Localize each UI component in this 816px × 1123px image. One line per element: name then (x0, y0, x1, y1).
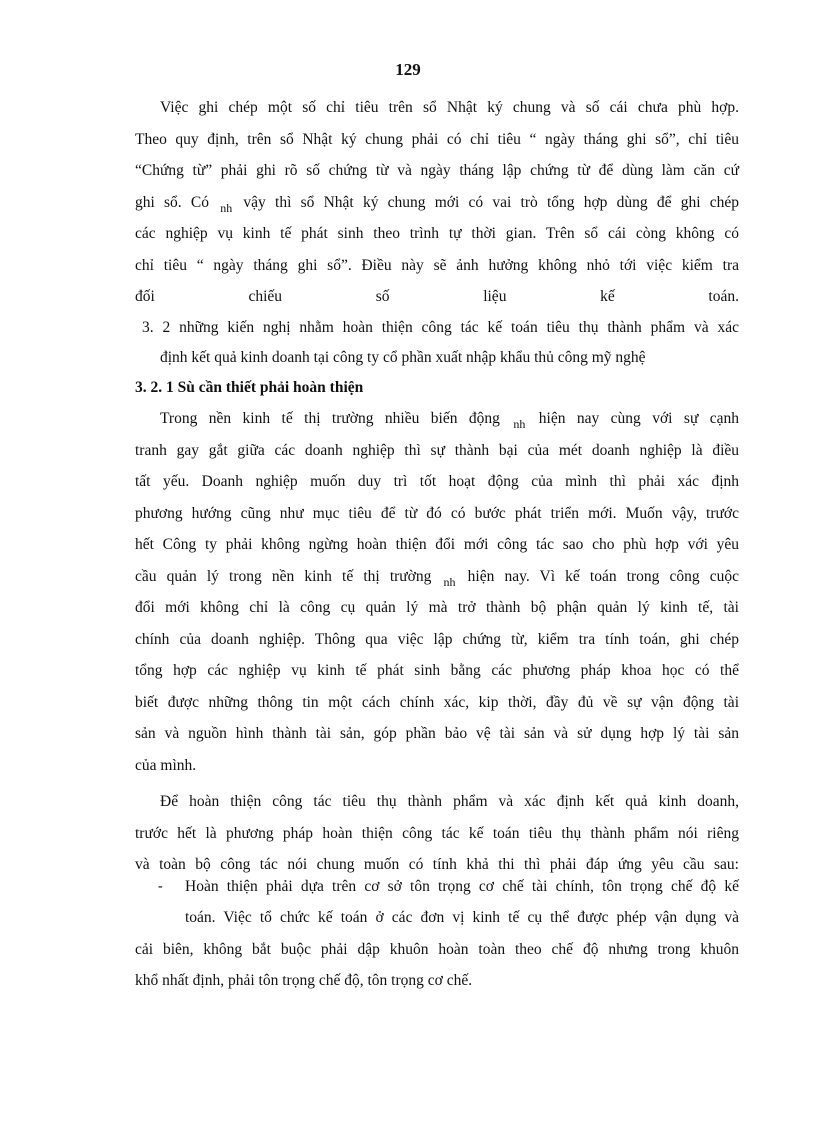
section-32-line-2: định kết quả kinh doanh tại công ty cổ phần xuất nhập khẩu thủ công mỹ nghệ (160, 349, 646, 366)
paragraph-1-line-1: Việc ghi chép một số chỉ tiêu trên sổ Nhật ký chung và số cái chưa phù hợp. (160, 99, 739, 116)
text-span: hiện nay cùng với sự cạnh (538, 410, 740, 427)
paragraph-2-line-7: đổi mới không chỉ là công cụ quản lý mà trở thành bộ phận quản lý kinh tế, tài (135, 599, 739, 616)
paragraph-2-line-10: biết được những thông tin một cách chính xác, kip thời, đầy đủ về sự vận động tài (135, 694, 739, 711)
subscript-nh: nh (443, 575, 456, 589)
paragraph-2-line-8: chính của doanh nghiệp. Thông qua việc lập chứng từ, kiểm tra tính toán, ghi chép (135, 631, 739, 648)
paragraph-2-line-11: sản và nguồn hình thành tài sản, góp phần bảo vệ tài sản và sử dụng hợp lý tài sản (135, 725, 739, 742)
paragraph-2-line-12: của mình. (135, 757, 197, 774)
paragraph-3-line-1: Để hoàn thiện công tác tiêu thụ thành phẩm và xác định kết quả kinh doanh, (160, 793, 739, 810)
text-span: Trong nền kinh tế thị trường nhiều biến động (160, 410, 500, 427)
paragraph-2-line-1 (160, 409, 739, 429)
paragraph-1-line-6: chỉ tiêu “ ngày tháng ghi sổ”. Điều này sẽ ảnh hưởng không nhỏ tới việc kiểm tra (135, 257, 739, 274)
text-span: vậy thì sổ Nhật ký chung mới có vai trò tổng hợp dùng để ghi chép (243, 194, 739, 211)
text-span: cầu quản lý trong nền kinh tế thị trường (135, 568, 432, 585)
paragraph-3-line-3: và toàn bộ công tác nói chung muốn có tính khả thi thì phải đáp ứng yêu cầu sau: (135, 856, 739, 873)
bullet-1-line-4: khổ nhất định, phải tôn trọng chế độ, tôn trọng cơ chế. (135, 972, 473, 989)
paragraph-2-line-6 (135, 567, 739, 587)
paragraph-2-line-3: tất yếu. Doanh nghiệp muốn duy trì tốt hoạt động của mình thì phải xác định (135, 473, 739, 490)
paragraph-1-line-3: “Chứng từ” phải ghi rõ số chứng từ và ngày tháng lập chứng từ để dùng làm căn cứ (135, 162, 739, 179)
paragraph-2-line-5: hết Công ty phải không ngừng hoàn thiện đổi mới công tác sao cho phù hợp với yêu (135, 536, 739, 553)
bullet-1-line-2: toán. Việc tổ chức kế toán ở các đơn vị kinh tế cụ thể được phép vận dụng và (185, 909, 739, 926)
paragraph-3-line-2: trước hết là phương pháp hoàn thiện công tác kế toán tiêu thụ thành phẩm nói riêng (135, 825, 739, 842)
section-32-line-1: 3. 2 những kiến nghị nhằm hoàn thiện công tác kế toán tiêu thụ thành phẩm và xác (142, 319, 739, 336)
text-span: hiện nay. Vì kế toán trong công cuộc (467, 568, 740, 585)
text-span: ghi sổ. Có (135, 194, 209, 211)
paragraph-1-line-7: đối chiếu số liệu kế toán. (135, 288, 739, 305)
heading-321: 3. 2. 1 Sù cần thiết phải hoàn thiện (135, 379, 364, 396)
paragraph-1-line-5: các nghiệp vụ kinh tế phát sinh theo trình tự thời gian. Trên sổ cái còng không có (135, 225, 739, 242)
subscript-nh: nh (220, 201, 233, 215)
paragraph-1-line-2: Theo quy định, trên sổ Nhật ký chung phải có chỉ tiêu “ ngày tháng ghi sổ”, chỉ tiêu (135, 131, 739, 148)
page-number: 129 (395, 60, 421, 79)
paragraph-2-line-4: phương hướng cũng như mục tiêu để từ đó có bước phát triển mới. Muốn vậy, trước (135, 505, 739, 522)
subscript-nh: nh (513, 417, 526, 431)
paragraph-1-line-4 (135, 193, 739, 213)
paragraph-2-line-9: tổng hợp các nghiệp vụ kinh tế phát sinh bằng các phương pháp khoa học có thể (135, 662, 739, 679)
bullet-1-line-1: Hoàn thiện phải dựa trên cơ sở tôn trọng cơ chế tài chính, tôn trọng chế độ kế (185, 878, 739, 895)
bullet-1-line-3: cải biên, không bắt buộc phải dập khuôn hoàn toàn theo chế độ nhưng trong khuôn (135, 941, 739, 958)
bullet-dash-icon: - (158, 879, 163, 894)
paragraph-2-line-2: tranh gay gắt giữa các doanh nghiệp thì sự thành bại của mét doanh nghiệp là điều (135, 442, 739, 459)
